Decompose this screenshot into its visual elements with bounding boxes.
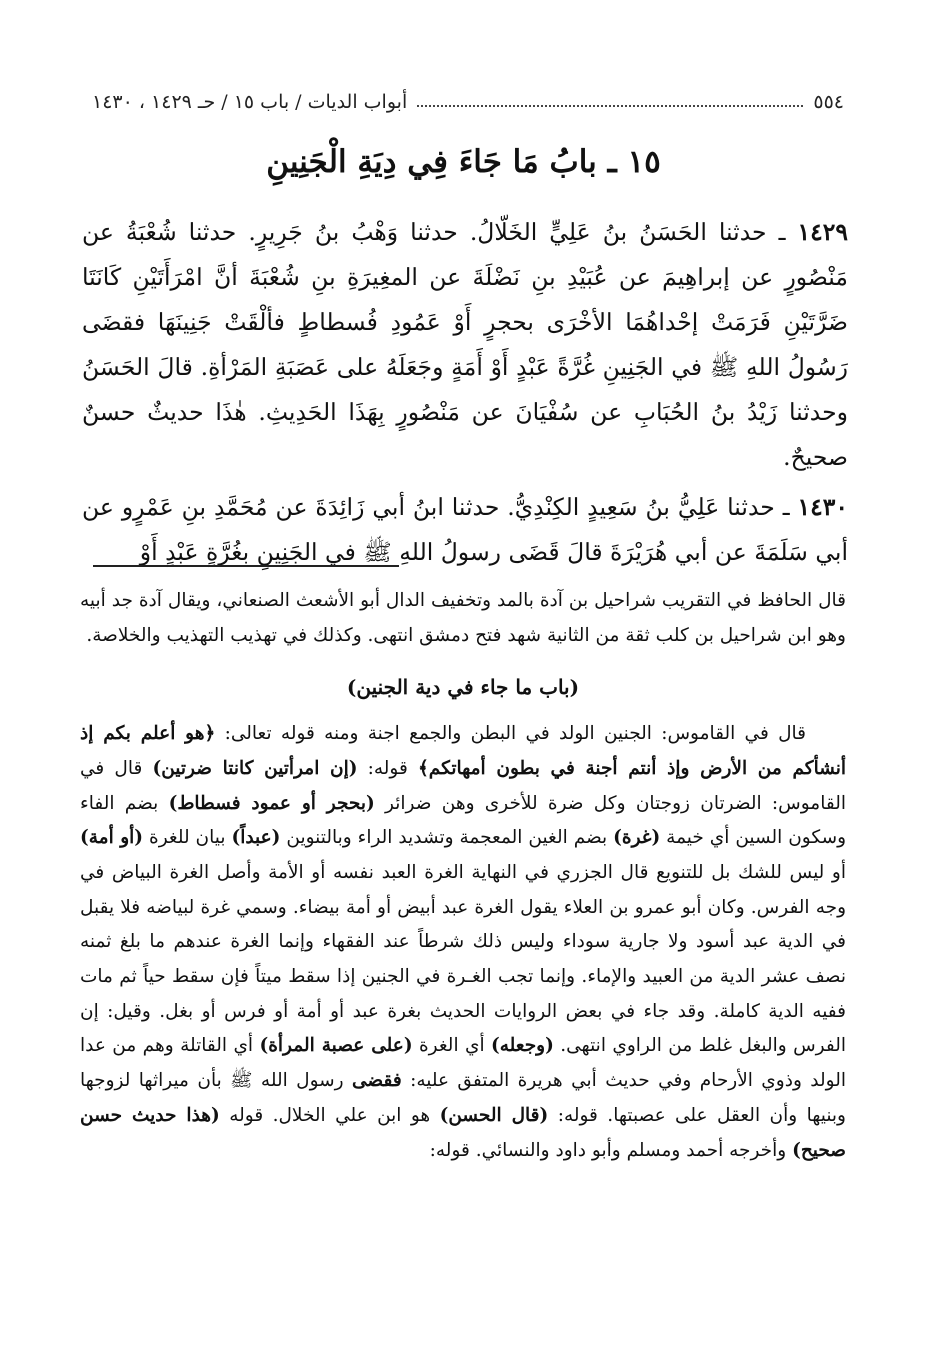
commentary	[80, 584, 846, 1168]
hadith-1-text: ـ حدثنا الحَسَنُ بنُ عَلِيٍّ الخَلّالُ. حدثنا وَهْبُ بنُ جَرِيرٍ. حدثنا شُعْبَةُ عن مَنْصُورٍ عن إبراهِيمَ عن عُبَيْدِ بنِ نَضْلَةَ عن المغِيرَةِ بنِ شُعْبَةَ أنَّ امْرَأَتَيْنِ كَانَتَا ضَرَّتَيْنِ فَرَمَتْ إحْداهُمَا الأخْرَى بحجرٍ أَوْ عَمُودِ فُسطاطٍ فألْقَتْ جَنِينَهَا فقضَى رَسُولُ اللهِ ﷺ في الجَنِينِ غُرَّةً عَبْدٍ أَوْ أَمَةٍ وجَعَلَهُ على عَصَبَةِ المَرْأةِ. قالَ الحَسَنُ وحدثنا زَيْدُ بنُ الحُبَابِ عن سُفْيَانَ عن مَنْصُورٍ بِهَذَا الحَدِيثِ. هٰذَا حديثٌ حسنٌ صحيحٌ.	[82, 218, 848, 471]
chapter-title: ١٥ ـ بابُ مَا جَاءَ فِي دِيَةِ الْجَنِينِ	[266, 144, 661, 180]
quoted-phrase: (قال الحسن)	[439, 1104, 549, 1126]
text-run: قال في القاموس: الضرتان زوجتان وكل ضرة للأخرى وهن ضرائر	[80, 757, 846, 814]
quoted-phrase: (أو أمة)	[80, 827, 144, 849]
quoted-phrase: (وجعله)	[491, 1035, 554, 1057]
quoted-phrase: (عبداً)	[231, 827, 281, 849]
hadith-2-text: ـ حدثنا عَلِيُّ بنُ سَعِيدٍ الكِنْدِيُّ. حدثنا ابنُ أبي زَائِدَةَ عن مُحَمَّدِ بنِ عَمْرٍو عن أبي سَلَمَةَ عن أبي هُرَيْرَةَ قالَ قَضَى رسولُ اللهِ ﷺ في الجَنِينِ بغُرَّةٍ عَبْدٍ أَوْ	[82, 493, 848, 566]
commentary-paragraph-1: قال الحافظ في التقريب شراحيل بن آدة بالمد وتخفيف الدال أبو الأشعث الصنعاني، ويقال آدة جد أبيه وهو ابن شراحيل بن كلب ثقة من الثانية شهد فتح دمشق انتهى. وكذلك في تهذيب التهذيب والخلاصة.	[80, 590, 846, 646]
text-run: قوله:	[357, 757, 418, 779]
hadith-1-number: ١٤٢٩	[797, 218, 848, 246]
text-run: أي الغرة	[412, 1035, 491, 1057]
quoted-phrase: (إن امرأتين كانتا ضرتين)	[152, 757, 358, 779]
hadith-2-number: ١٤٣٠	[797, 493, 848, 521]
text-run: رسول الله ﷺ بأن ميراثها لزوجها وبنيها وأن العقل على عصبتها. قوله:	[80, 1070, 846, 1126]
quoted-phrase: (بحجر أو عمود فسطاط)	[168, 792, 375, 814]
text-run: هو ابن علي الخلال. قوله	[219, 1104, 440, 1126]
quoted-phrase: فقضى	[352, 1070, 402, 1092]
commentary-paragraph-2	[80, 717, 846, 1168]
quran-quote: ﴿هو أعلم بكم إذ أنشأكم من الأرض وإذ أنتم أجنة في بطون أمهاتكم﴾	[80, 723, 847, 779]
header-title: أبواب الديات / باب ١٥ / حـ ١٤٢٩ ، ١٤٣٠	[92, 91, 408, 113]
text-run: وأخرجه أحمد ومسلم وأبو داود والنسائي. قوله:	[429, 1139, 793, 1161]
text-run: أي القاتلة وهم من عدا الولد وذوي الأرحام وفي حديث أبي هريرة المتفق عليه:	[80, 1035, 846, 1092]
hadith-text	[82, 210, 848, 575]
hadith-2	[82, 485, 848, 575]
header-dot-leader	[417, 105, 803, 107]
text-run: قال في القاموس: الجنين الولد في البطن والجمع اجنة ومنه قوله تعالى:	[215, 723, 806, 745]
text-run: بضم الغين المعجمة وتشديد الراء وبالتنوين	[280, 827, 614, 849]
text-run: أو ليس للشك بل للتنويع قال الجزري في النهاية الغرة العبد نفسه أو الأمة وأصل الغرة البياض في وجه الفرس. وكان أبو عمرو بن العلاء يقول الغرة عبد أبيض أو أمة بيضاء. وسمي غرة لبياضه فلا يقبل في الدية عبد أسود ولا جارية سوداء وليس ذلك شرطاً عند الفقهاء وإنما الغرة عندهم ما بلغ ثمنه نصف عشر الدية من العبيد والإماء. وإنما تجب الغـرة في الجنين إذا سقط ميتاً فإن سقط حياً ثم مات ففيه الدية كاملة. وقد جاء في بعض الروايات الحديث بغرة عبد أو أمة أو فرس أو بغل. وقيل: إن الفرس والبغل غلط من الراوي انتهى.	[80, 861, 846, 1057]
quoted-phrase: (هذا حديث حسن صحيح)	[80, 1104, 846, 1161]
quoted-phrase: (على عصبة المرأة)	[259, 1035, 413, 1057]
running-header	[92, 84, 844, 120]
text-run: بضم الفاء وسكون السين أي خيمة	[80, 792, 846, 849]
quoted-phrase: (غرة)	[613, 827, 661, 849]
footnote-separator	[93, 565, 399, 567]
hadith-1	[82, 210, 848, 480]
text-run: بيان للغرة	[143, 827, 232, 849]
commentary-subheading: (باب ما جاء في دية الجنين)	[346, 675, 580, 700]
page-number: ٥٥٤	[813, 91, 844, 113]
